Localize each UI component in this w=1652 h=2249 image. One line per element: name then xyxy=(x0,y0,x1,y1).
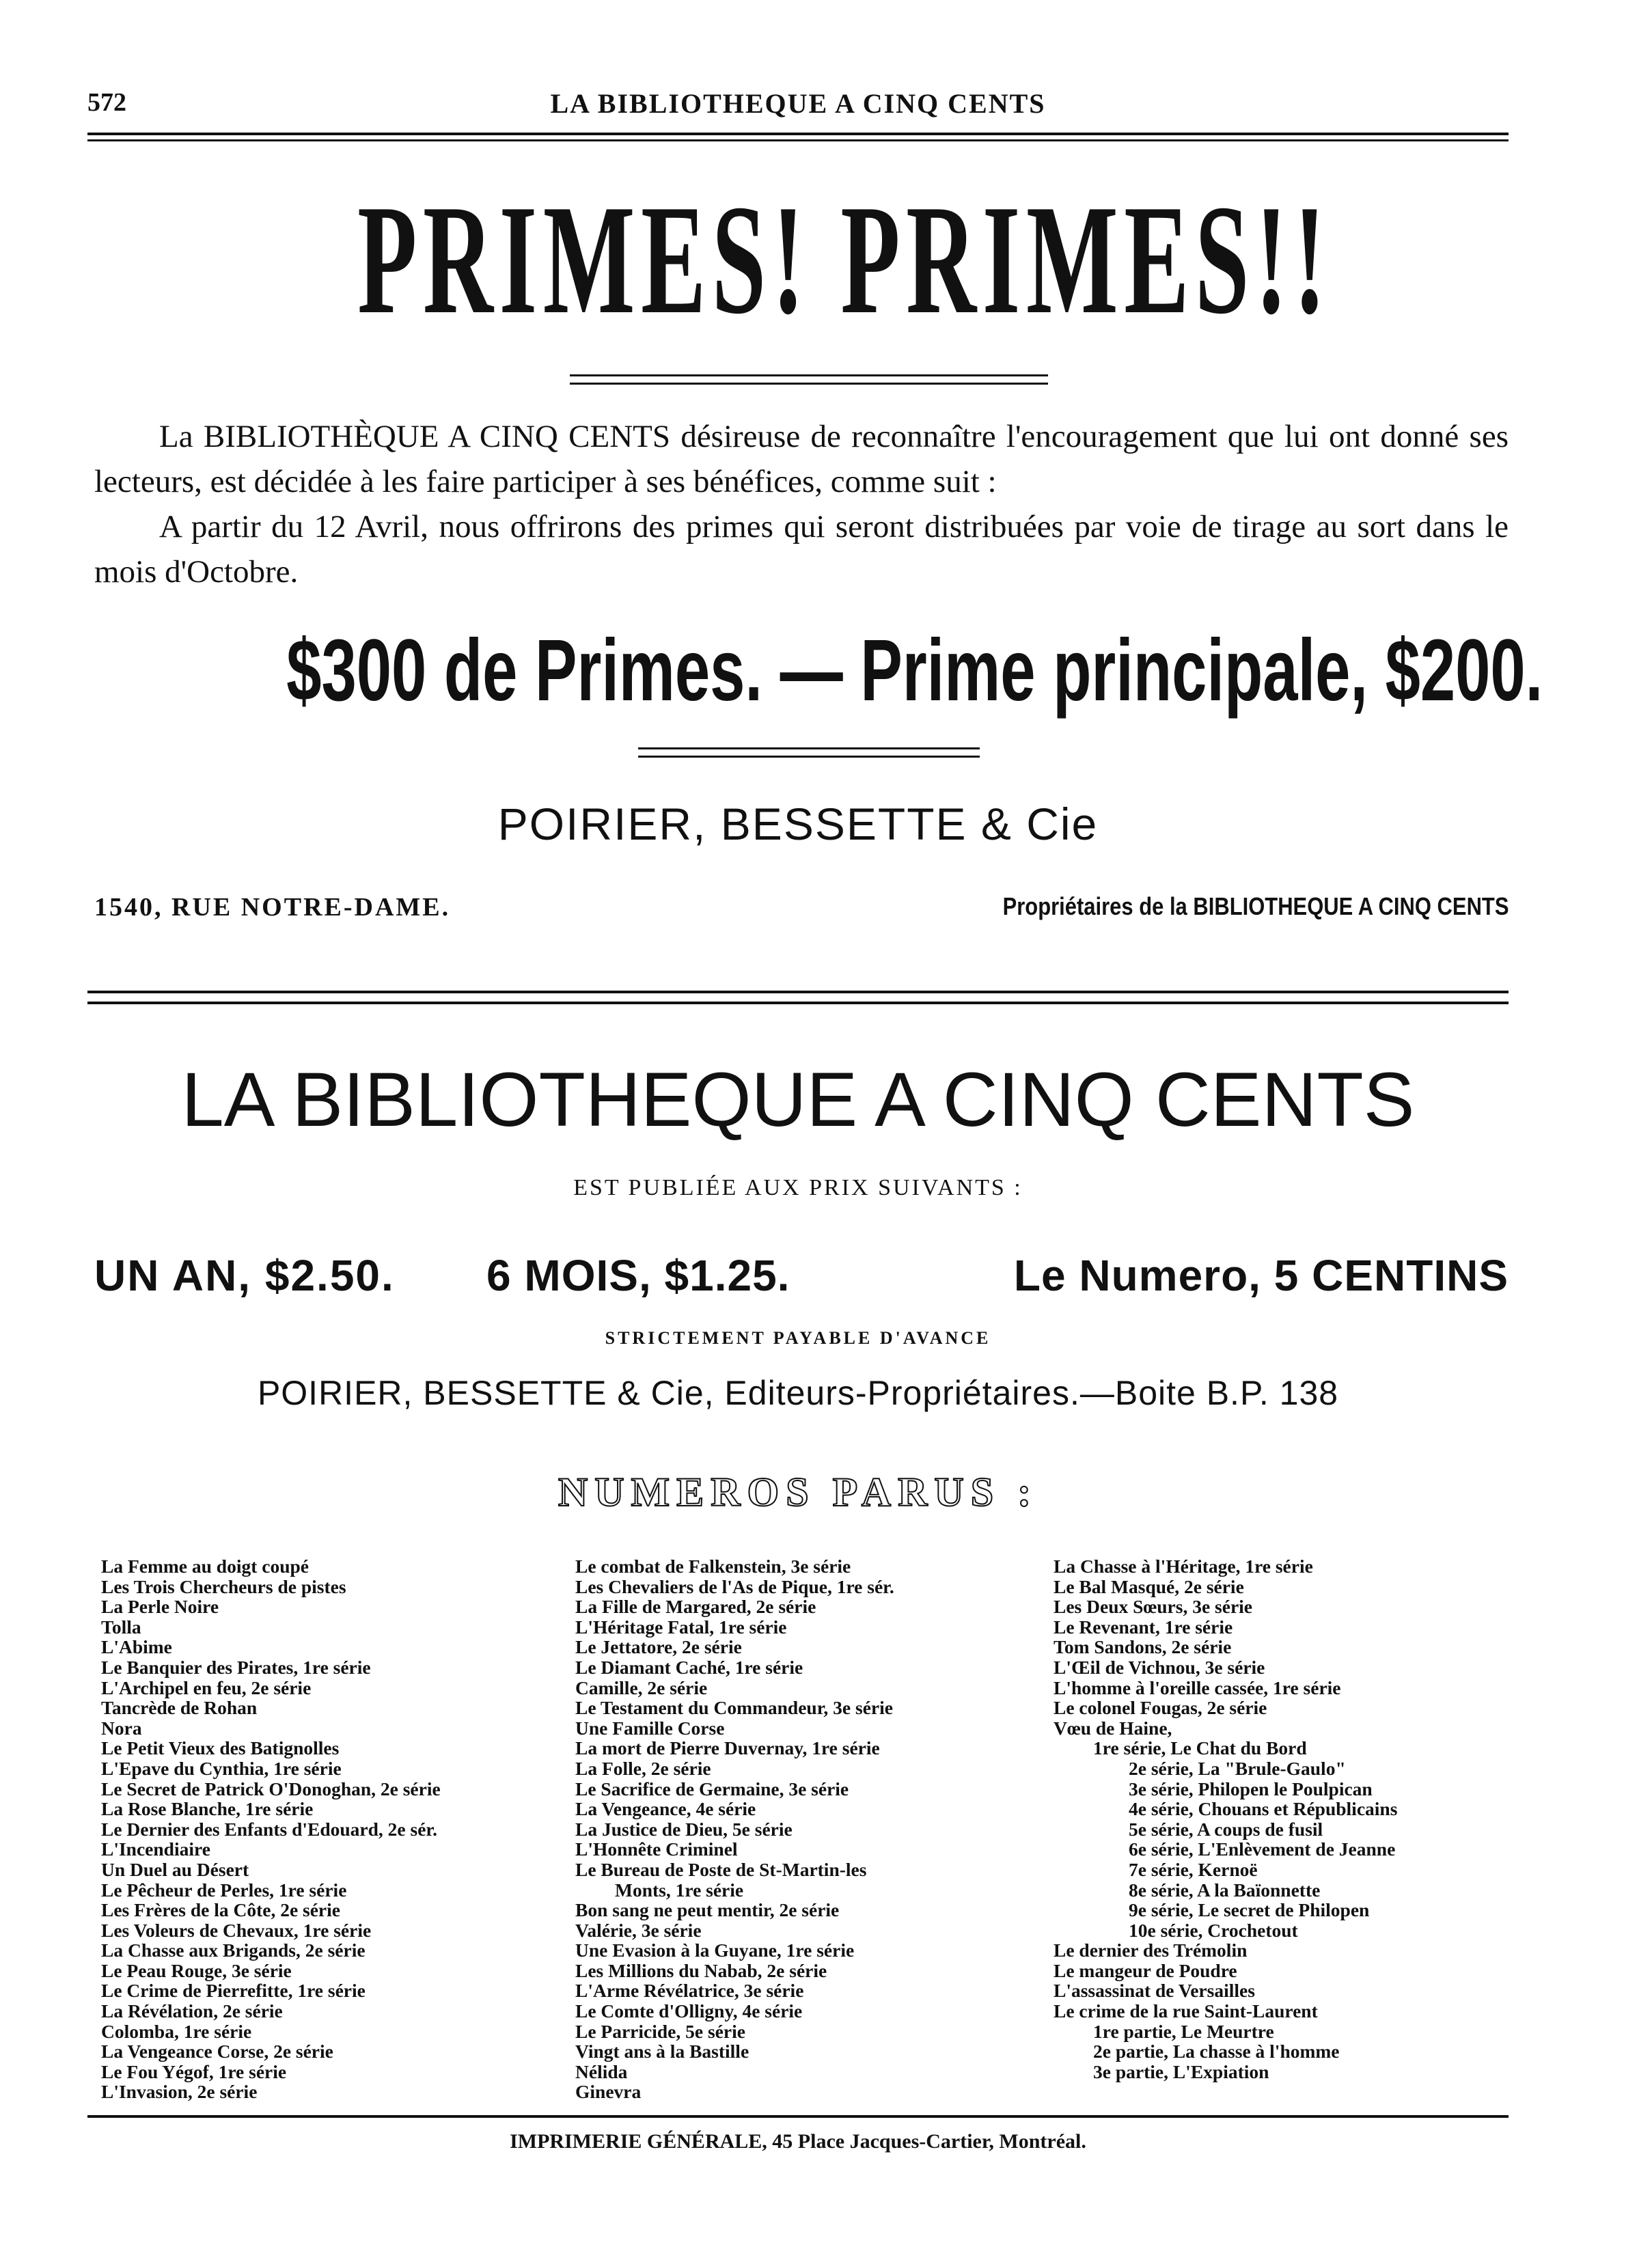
running-title: LA BIBLIOTHEQUE A CINQ CENTS xyxy=(550,88,1046,119)
title-list-item: La Vengeance Corse, 2e série xyxy=(101,2041,333,2062)
title-list-item: Les Frères de la Côte, 2e série xyxy=(101,1899,340,1921)
titles-column-1 xyxy=(101,1556,566,2102)
title-list-item: Le combat de Falkenstein, 3e série xyxy=(575,1556,851,1577)
primes-paragraph-1: La BIBLIOTHÈQUE A CINQ CENTS désireuse de reconnaître l'encouragement que lui ont donné ses lecteurs, est décidée à les faire participer à ses bénéfices, comme suit : xyxy=(94,419,1509,499)
section-divider-secondary xyxy=(87,1002,1509,1004)
price-one-year: UN AN, $2.50. xyxy=(94,1251,395,1300)
published-at-line: EST PUBLIÉE AUX PRIX SUIVANTS : xyxy=(573,1175,1023,1200)
title-list-item: Le Dernier des Enfants d'Edouard, 2e sér. xyxy=(101,1818,437,1840)
title-list-item: Le Pêcheur de Perles, 1re série xyxy=(101,1879,347,1901)
title-list-item: Le Banquier des Pirates, 1re série xyxy=(101,1656,371,1678)
title-list-item: 8e série, A la Baïonnette xyxy=(1129,1879,1321,1901)
title-list-item: La Folle, 2e série xyxy=(575,1757,711,1779)
title-list-item: Le dernier des Trémolin xyxy=(1054,1940,1248,1961)
title-list-item: La Vengeance, 4e série xyxy=(575,1798,756,1820)
prize-underline-secondary xyxy=(638,756,980,758)
subscription-prices xyxy=(94,1250,1509,1305)
title-list-item: Le Secret de Patrick O'Donoghan, 2e série xyxy=(101,1778,441,1799)
price-single-number: Le Numero, 5 CENTINS xyxy=(1013,1251,1509,1300)
title-list-item: Camille, 2e série xyxy=(575,1677,708,1698)
title-list-item: Le Jettatore, 2e série xyxy=(575,1636,742,1658)
title-list-item: L'Arme Révélatrice, 3e série xyxy=(575,1980,804,2002)
title-list-item: L'Œil de Vichnou, 3e série xyxy=(1054,1656,1265,1678)
title-list-item: Le Bal Masqué, 2e série xyxy=(1054,1575,1244,1597)
title-list-item: Tolla xyxy=(101,1616,141,1638)
price-six-months: 6 MOIS, $1.25. xyxy=(486,1251,790,1300)
title-list-item: Vingt ans à la Bastille xyxy=(575,2041,749,2062)
page-number: 572 xyxy=(87,88,126,117)
publisher-full-line: POIRIER, BESSETTE & Cie, Editeurs-Propriétaires.—Boite B.P. 138 xyxy=(257,1374,1339,1412)
header-rule-secondary xyxy=(87,139,1509,141)
title-list-item: 5e série, A coups de fusil xyxy=(1129,1818,1323,1840)
title-list-item: L'Incendiaire xyxy=(101,1838,210,1860)
library-title: LA BIBLIOTHEQUE A CINQ CENTS xyxy=(181,1057,1415,1142)
title-list-item: Valérie, 3e série xyxy=(575,1919,702,1941)
title-list-item: La Justice de Dieu, 5e série xyxy=(575,1818,793,1840)
title-list-item: Le colonel Fougas, 2e série xyxy=(1054,1697,1267,1719)
printer-imprint: IMPRIMERIE GÉNÉRALE, 45 Place Jacques-Cartier, Montréal. xyxy=(510,2130,1086,2153)
title-list-item: L'assassinat de Versailles xyxy=(1054,1980,1255,2002)
title-list-item: Les Trois Chercheurs de pistes xyxy=(101,1575,346,1597)
title-list-item: L'homme à l'oreille cassée, 1re série xyxy=(1054,1677,1341,1698)
primes-intro xyxy=(94,414,1509,594)
section-divider xyxy=(87,991,1509,993)
title-list-item: Le Bureau de Poste de St-Martin-les xyxy=(575,1858,867,1880)
title-list-item: Le Fou Yégof, 1re série xyxy=(101,2060,287,2082)
title-list-item: Le Sacrifice de Germaine, 3e série xyxy=(575,1778,849,1799)
title-list-item: Bon sang ne peut mentir, 2e série xyxy=(575,1899,840,1921)
title-list-item: La mort de Pierre Duvernay, 1re série xyxy=(575,1737,880,1759)
title-list-item: Tancrède de Rohan xyxy=(101,1697,258,1719)
title-list-item: Une Famille Corse xyxy=(575,1717,725,1739)
primes-paragraph-2: A partir du 12 Avril, nous offrirons des primes qui seront distribuées par voie de tirage au sort dans le mois d'Octobre. xyxy=(94,509,1509,590)
title-list-item: La Fille de Margared, 2e série xyxy=(575,1596,816,1618)
title-list-item: Le Petit Vieux des Batignolles xyxy=(101,1737,340,1759)
prize-underline xyxy=(638,747,980,749)
title-list-item: L'Abime xyxy=(101,1636,172,1658)
title-list-item: La Chasse à l'Héritage, 1re série xyxy=(1054,1556,1313,1577)
title-list-item: 3e partie, L'Expiation xyxy=(1093,2060,1269,2082)
title-list-item: Une Evasion à la Guyane, 1re série xyxy=(575,1940,855,1961)
title-list-item: Un Duel au Désert xyxy=(101,1858,249,1880)
publisher-address: 1540, RUE NOTRE-DAME. xyxy=(94,893,451,922)
title-list-item: Le Comte d'Olligny, 4e série xyxy=(575,2000,803,2022)
title-list-item: Le Testament du Commandeur, 3e série xyxy=(575,1697,893,1719)
page-header xyxy=(87,87,1509,126)
title-list-item: La Chasse aux Brigands, 2e série xyxy=(101,1940,366,1961)
headline-underline-secondary xyxy=(570,383,1048,385)
title-list-item: La Perle Noire xyxy=(101,1596,219,1618)
title-list-item: 2e série, La "Brule-Gaulo" xyxy=(1129,1757,1346,1779)
title-list-item: Les Voleurs de Chevaux, 1re série xyxy=(101,1919,372,1941)
titles-column-3 xyxy=(1054,1556,1518,2082)
title-list-item: Le Diamant Caché, 1re série xyxy=(575,1656,803,1678)
title-list-item: La Révélation, 2e série xyxy=(101,2000,283,2022)
header-rule xyxy=(87,133,1509,135)
title-list-item: 1re série, Le Chat du Bord xyxy=(1093,1737,1307,1759)
title-list-item: Tom Sandons, 2e série xyxy=(1054,1636,1232,1658)
title-list-item: Colomba, 1re série xyxy=(101,2020,252,2042)
payment-terms: STRICTEMENT PAYABLE D'AVANCE xyxy=(605,1328,991,1348)
title-list-item: 2e partie, La chasse à l'homme xyxy=(1093,2041,1340,2062)
title-list-item: L'Héritage Fatal, 1re série xyxy=(575,1616,787,1638)
title-list-item: 6e série, L'Enlèvement de Jeanne xyxy=(1129,1838,1396,1860)
title-list-item: 9e série, Le secret de Philopen xyxy=(1129,1899,1370,1921)
title-list-item: 1re partie, Le Meurtre xyxy=(1093,2020,1274,2042)
title-list-item: Le Parricide, 5e série xyxy=(575,2020,745,2042)
title-list-item: Le Revenant, 1re série xyxy=(1054,1616,1233,1638)
title-list-item: Les Millions du Nabab, 2e série xyxy=(575,1959,827,1981)
title-list-item: Le Crime de Pierrefitte, 1re série xyxy=(101,1980,366,2002)
title-list-item: Vœu de Haine, xyxy=(1054,1717,1172,1739)
proprietors-line: Propriétaires de la BIBLIOTHEQUE A CINQ CENTS xyxy=(1002,892,1509,920)
title-list-item: 10e série, Crochetout xyxy=(1129,1919,1298,1941)
numeros-heading: NUMEROS PARUS : xyxy=(557,1470,1038,1515)
title-list-item: Le Peau Rouge, 3e série xyxy=(101,1959,292,1981)
title-list-item: L'Honnête Criminel xyxy=(575,1838,738,1860)
primes-headline: PRIMES! PRIMES!! xyxy=(357,172,1332,346)
footer-rule xyxy=(87,2115,1509,2118)
title-list-item: Les Chevaliers de l'As de Pique, 1re sér. xyxy=(575,1575,894,1597)
title-list-item: Nora xyxy=(101,1717,142,1739)
title-list-item: Monts, 1re série xyxy=(615,1879,744,1901)
headline-underline xyxy=(570,374,1048,376)
title-list-item: La Femme au doigt coupé xyxy=(101,1556,309,1577)
title-list-item: Les Deux Sœurs, 3e série xyxy=(1054,1596,1253,1618)
title-list-item: L'Invasion, 2e série xyxy=(101,2081,258,2103)
title-list-item: L'Archipel en feu, 2e série xyxy=(101,1677,312,1698)
title-list-item: Ginevra xyxy=(575,2081,642,2103)
prize-amount-line: $300 de Primes. — Prime principale, $200. xyxy=(286,622,1543,719)
title-list-item: Nélida xyxy=(575,2060,628,2082)
title-list-item: La Rose Blanche, 1re série xyxy=(101,1798,314,1820)
title-list-item: 4e série, Chouans et Républicains xyxy=(1129,1798,1398,1820)
title-list-item: 3e série, Philopen le Poulpican xyxy=(1129,1778,1373,1799)
title-list-item: Le crime de la rue Saint-Laurent xyxy=(1054,2000,1318,2022)
title-list-item: 7e série, Kernoë xyxy=(1129,1858,1258,1880)
title-list-item: L'Epave du Cynthia, 1re série xyxy=(101,1757,342,1779)
publisher-name: POIRIER, BESSETTE & Cie xyxy=(497,799,1099,849)
titles-column-2 xyxy=(575,1556,1040,2102)
title-list-item: Le mangeur de Poudre xyxy=(1054,1959,1237,1981)
